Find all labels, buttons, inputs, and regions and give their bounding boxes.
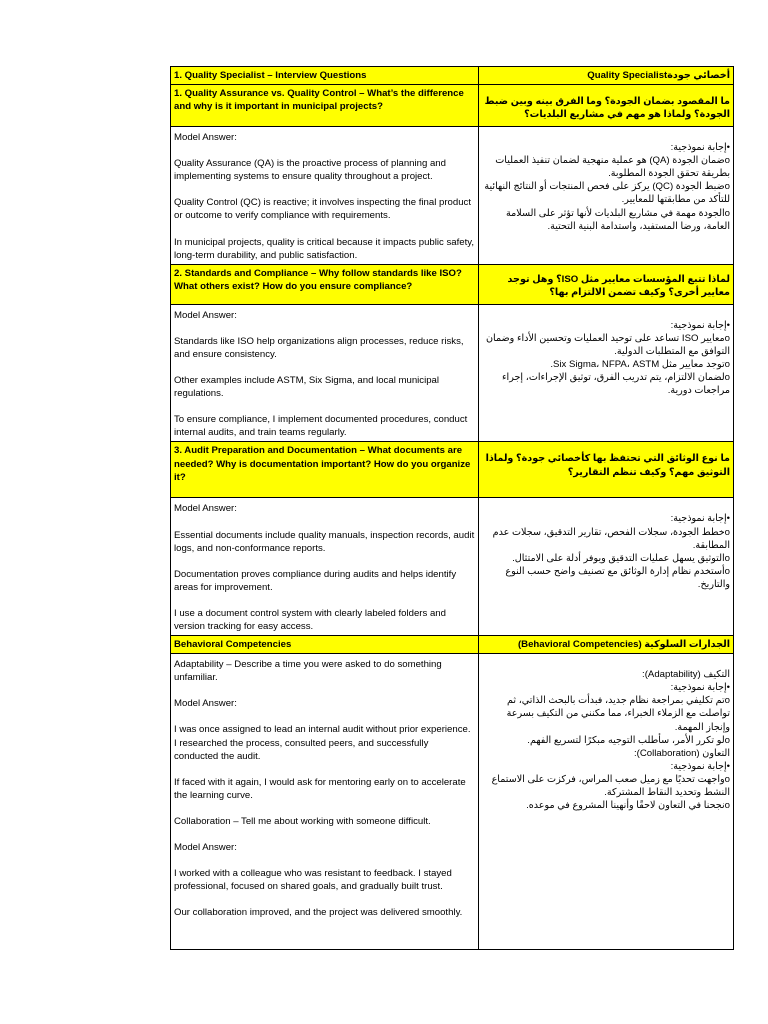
behavioral-header-row — [171, 636, 734, 654]
answer-row-1 — [171, 127, 734, 265]
answer-ar — [479, 127, 734, 265]
answer-line: •إجابة نموذجية: — [670, 513, 730, 525]
answer-line: التكيف (Adaptability): — [642, 669, 730, 681]
answer-paragraph: Model Answer: — [174, 698, 237, 710]
answer-en — [171, 498, 479, 636]
answer-paragraph: Model Answer: — [174, 309, 237, 321]
answer-paragraph: Model Answer: — [174, 132, 237, 144]
answer-en — [171, 127, 479, 265]
header-row — [171, 67, 734, 85]
interview-questions-table — [170, 66, 734, 950]
answer-ar — [479, 304, 734, 442]
question-en: 3. Audit Preparation and Documentation – What documents are needed? Why is documentation important? How do you organize it? — [171, 442, 479, 498]
behavioral-title-en: Behavioral Competencies — [171, 636, 479, 654]
question-en: 1. Quality Assurance vs. Quality Control – What’s the difference and why is it important in municipal projects? — [171, 85, 479, 127]
question-ar: ما نوع الوثائق التي تحتفظ بها كأخصائي جودة؟ ولماذا التوثيق مهم؟ وكيف تنظم التقارير؟ — [479, 442, 734, 498]
answer-line: oالتوثيق يسهل عمليات التدقيق ويوفر أدلة على الامتثال. — [512, 552, 730, 564]
answer-line: oتم تكليفي بمراجعة نظام جديد، فبدأت بالبحث الذاتي، ثم تواصلت مع الزملاء الخبراء، مما مكنني من التكيف بسرعة وإنجاز المهمة. — [506, 695, 730, 733]
answer-row-2 — [171, 304, 734, 442]
answer-line: oمعايير ISO تساعد على توحيد العمليات وتحسين الأداء وضمان التوافق مع المتطلبات الدولية. — [486, 332, 730, 357]
answer-ar — [479, 498, 734, 636]
answer-paragraph: Quality Assurance (QA) is the proactive process of planning and implementing systems to ensure quality throughout a project. — [174, 158, 446, 183]
answer-paragraph: Other examples include ASTM, Six Sigma, and local municipal regulations. — [174, 375, 440, 400]
answer-paragraph: Adaptability – Describe a time you were asked to do something unfamiliar. — [174, 659, 442, 684]
answer-paragraph: Model Answer: — [174, 842, 237, 853]
behavioral-answer-ar — [479, 654, 734, 950]
header-ar: أخصائي جودةQuality Specialist — [479, 67, 734, 85]
answer-line: oتوجد معايير مثل Six Sigma، NFPA، ASTM. — [550, 359, 730, 371]
answer-paragraph: In municipal projects, quality is critical because it impacts public safety, long-term durability, and public satisfaction. — [174, 236, 475, 261]
answer-line: oضمان الجودة (QA) هو عملية منهجية لضمان تنفيذ العمليات بطريقة تحقق الجودة المطلوبة. — [495, 155, 730, 180]
question-ar: لماذا تتبع المؤسسات معايير مثل ISO؟ وهل توجد معايير أخرى؟ وكيف تضمن الالتزام بها؟ — [479, 264, 734, 304]
answer-paragraph: Our collaboration improved, and the project was delivered smoothly. — [174, 907, 463, 919]
answer-paragraph: Documentation proves compliance during audits and helps identify areas for improvement. — [174, 568, 457, 593]
answer-line: oنجحنا في التعاون لاحقًا وأنهينا المشروع في موعده. — [526, 800, 730, 812]
behavioral-title-ar: الجدارات السلوكية (Behavioral Competencies) — [479, 636, 734, 654]
answer-line: oواجهت تحديًا مع زميل صعب المراس، فركزت على الاستماع النشط وتحديد النقاط المشتركة. — [491, 773, 730, 798]
answer-line: oضبط الجودة (QC) يركز على فحص المنتجات أو النتائج النهائية للتأكد من مطابقتها للمعايير. — [484, 181, 730, 206]
question-row-2 — [171, 264, 734, 304]
answer-line: •إجابة نموذجية: — [670, 682, 730, 694]
answer-line: oلضمان الالتزام، يتم تدريب الفرق، توثيق الإجراءات، إجراء مراجعات دورية. — [502, 372, 730, 397]
answer-line: •إجابة نموذجية: — [670, 760, 730, 772]
behavioral-answer-row — [171, 654, 734, 950]
question-row-3 — [171, 442, 734, 498]
answer-line: oلو تكرر الأمر، سأطلب التوجيه مبكرًا لتسريع الفهم. — [527, 734, 730, 746]
answer-en — [171, 304, 479, 442]
behavioral-answer-en — [171, 654, 479, 950]
answer-line: •إجابة نموذجية: — [670, 142, 730, 154]
answer-paragraph: I use a document control system with clearly labeled folders and version tracking for easy access. — [174, 607, 446, 632]
answer-paragraph: To ensure compliance, I implement documented procedures, conduct internal audits, and train teams regularly. — [174, 414, 468, 439]
header-en: 1. Quality Specialist – Interview Questions — [171, 67, 479, 85]
answer-paragraph: I was once assigned to lead an internal audit without prior experience. I researched the process, consulted peers, and successfully conducted the audit. — [174, 724, 471, 762]
answer-line: oخطط الجودة، سجلات الفحص، تقارير التدقيق، سجلات عدم المطابقة. — [492, 526, 730, 551]
answer-paragraph: Collaboration – Tell me about working with someone difficult. — [174, 815, 431, 827]
question-row-1 — [171, 85, 734, 127]
answer-paragraph: If faced with it again, I would ask for mentoring early on to accelerate the learning curve. — [174, 776, 466, 801]
answer-line: oالجودة مهمة في مشاريع البلديات لأنها تؤثر على السلامة العامة، ورضا المستفيد، واستدامة البنية التحتية. — [505, 207, 730, 232]
answer-paragraph: Model Answer: — [174, 503, 237, 515]
answer-line: •إجابة نموذجية: — [670, 319, 730, 331]
question-en: 2. Standards and Compliance – Why follow standards like ISO? What others exist? How do you ensure compliance? — [171, 264, 479, 304]
answer-row-3 — [171, 498, 734, 636]
answer-line: التعاون (Collaboration): — [634, 747, 730, 759]
question-ar: ما المقصود بضمان الجودة؟ وما الفرق بينه وبين ضبط الجودة؟ ولماذا هو مهم في مشاريع البلديات؟ — [479, 85, 734, 127]
answer-paragraph: I worked with a colleague who was resistant to feedback. I stayed professional, focused on shared goals, and gradually built trust. — [174, 868, 452, 893]
answer-paragraph: Quality Control (QC) is reactive; it involves inspecting the final product or outcome to verify compliance with requirements. — [174, 197, 471, 222]
answer-line: oأستخدم نظام إدارة الوثائق مع تصنيف واضح حسب النوع والتاريخ. — [505, 565, 730, 590]
answer-paragraph: Essential documents include quality manuals, inspection records, audit logs, and non-conformance reports. — [174, 529, 475, 554]
answer-paragraph: Standards like ISO help organizations align processes, reduce risks, and ensure consistency. — [174, 335, 464, 360]
